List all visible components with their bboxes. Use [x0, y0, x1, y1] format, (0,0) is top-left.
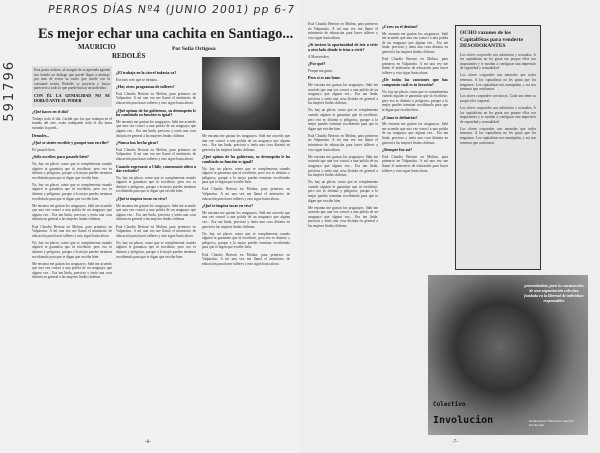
answer: Está Claudio Bertoni en Molina, para primeros en Valparaíso. A mí una vez me llamó el ministerio de educación para hacer talleres y esto sigue hasta ahora.: [32, 224, 112, 238]
answer: Está Claudio Bertoni en Molina, para primeros en Valparaíso. A mí una vez me llamó el ministerio de educación para hacer talleres y esto sigue hasta ahora.: [116, 91, 196, 105]
answer: Pa' pasarlo bien.: [32, 147, 56, 152]
answer: Está Claudio Bertoni en Molina, para primeros en Valparaíso. A mí una vez me llamó el ministerio de educación para hacer talleres y esto sigue hasta ahora.: [308, 133, 378, 152]
answer: Me encanta me gustan los uruguayos. Sabí me acuerdo que una vez conocí a una polola de un uruguayo que alguna vez... Era tan linda, preciosa y tenía una cosa distinta en general a las mujeres lindas chilenas.: [382, 31, 448, 54]
question: ¿Hay otros programas de talleres?: [116, 84, 175, 90]
answer: Ese mes creo que se termina.: [116, 77, 158, 82]
article-title: Es mejor echar una cachita en Santiago...: [38, 26, 294, 42]
intro-box: [32, 66, 112, 107]
ad-credit: Realización: Editorial Colectivo Involución: [529, 419, 575, 427]
answer: No, hay un placer, como que se complementa cuando alguien te garantiza que tú escribiste, pero eso es distinto y peligroso, porque a lo mejor puedes terminar escribiendo para que te digan que escribe bien.: [202, 166, 290, 185]
answer: Me encanta me gustan los uruguayos. Sabí me acuerdo que una vez conocí a una polola de un uruguayo que alguna vez... Era tan linda, preciosa y tenía una cosa distinta en general a las mujeres lindas chilenas.: [202, 210, 290, 229]
page-number-right: -7-: [452, 440, 458, 445]
question: Pero sí es tan fome.: [308, 75, 341, 81]
sidebar-box: [455, 25, 541, 270]
question: ¿Sólo escribes para pasarlo bien?: [32, 154, 89, 160]
question: ¿Siempre fue así?: [382, 147, 413, 153]
answer: Me encanta me gustan los uruguayos. Sabí me acuerdo que una vez conocí a una polola de un uruguayo que alguna vez... Era tan linda, preciosa y tenía una cosa distinta en general a las mujeres lindas chilenas.: [32, 261, 112, 280]
question: ¿Qué se siente escribir y porqué uno escribe?: [32, 140, 109, 146]
answer: No, hay un placer, como que se complementa cuando alguien te garantiza que tú escribiste, pero eso es distinto y peligroso, porque a lo mejor puedes terminar escribiendo para que te digan que escribe bien.: [308, 108, 378, 131]
column-4: [308, 22, 378, 231]
answer: Está Claudio Bertoni en Molina, para primeros en Valparaíso. A mí una vez me llamó el ministerio de educación para hacer talleres y esto sigue hasta ahora.: [116, 147, 196, 161]
ad-logo-big: Involucion: [433, 415, 494, 426]
sidebar-item: Los olores corporales son arbitrarios y acusados. A los capitalistas no les gusta eso porque ellos son importantes y te ayudan a configurar una impresión de seguridad y sensualidad.: [460, 52, 536, 71]
answer: Está Claudio Bertoni en Molina, para primeros en Valparaíso. A mí una vez me llamó el ministerio de educación para hacer talleres y esto sigue hasta ahora.: [308, 22, 378, 40]
answer: Me encanta me gustan los uruguayos. Sabí me acuerdo que una vez conocí a una polola de un uruguayo que alguna vez... Era tan linda, preciosa y tenía una cosa distinta en general a las mujeres lindas chilenas.: [382, 122, 448, 145]
answer: Porque me gusta.: [308, 68, 333, 73]
question: ¿Si tuviese la oportunidad de irte a vivir a otro lado dónde te irías a vivir?: [308, 42, 378, 52]
question: ¿Qué opinas de los gobiernos, su desempeño le ha cambiado su función es igual?: [202, 154, 290, 164]
question: ¿Qué te inspira tocar en vivo?: [116, 196, 168, 202]
answer: Está Claudio Bertoni en Molina, para primeros en Valparaíso. A mí una vez me llamó el ministerio de educación para hacer talleres y esto sigue hasta ahora.: [382, 57, 448, 75]
sidebar-item: Los olores corporales son únicos. Cada uno tiene su propio olor corporal.: [460, 94, 536, 103]
ad-logo-small: Colectivo: [433, 401, 466, 408]
sidebar-item: Los olores corporales son arbitrarios y acusados. A los capitalistas no les gusta eso porque ellos son importantes y te ayudan a configurar una impresión de seguridad y sensualidad.: [460, 105, 536, 124]
advertisement-image: [428, 275, 588, 435]
interviewee-name-last: REDOLÉS: [112, 52, 146, 60]
answer: Me encanta me gustan los uruguayos. Sabí me acuerdo que una vez conocí a una polola de un uruguayo que alguna vez... Era tan linda, preciosa y tenía una cosa distinta en general a las mujeres lindas chilenas.: [202, 134, 290, 152]
answer: No, hay un placer, como que se complementa cuando alguien te garantiza que tú escribiste, pero eso es distinto y peligroso, porque a lo mejor puedes terminar escribiendo para que te digan que escribe bien.: [32, 240, 112, 259]
answer: Me encanta me gustan los uruguayos. Sabí me acuerdo que una vez conocí a una polola de un uruguayo que alguna vez... Era tan linda, preciosa y tenía una cosa distinta en general a las mujeres lindas chilenas.: [308, 205, 378, 229]
sidebar-item: Los olores corporales son naturales que todos tenemos. A los capitalistas no les gusta que los tengamos. Los capitalistas nos manipulan, y así nos tenemos que conformar.: [460, 126, 536, 145]
answer: No, hay un placer, como que se complementa cuando alguien te garantiza que tú escribiste, pero eso es distinto y peligroso, porque a lo mejor puedes terminar escribiendo para que te digan que escribe bien.: [32, 161, 112, 180]
intro-text: Esta poeta rockero, al margen de su apretada agenda nos brindó un diálogo que puede llegar a matizar, por más de evitar su rostro que incide con la constante ironía, Redolés se proyecta y busca parecerse a todo lo que puede buscar un individuo.: [34, 68, 110, 91]
byline: Por Sofía Ortigosa: [172, 46, 216, 52]
answer: Me encanta me gustan los uruguayos. Sabí me acuerdo que una vez conocí a una polola de un uruguayo que alguna vez... Era tan linda, preciosa y tenía una cosa distinta en general a las mujeres lindas chilenas.: [308, 154, 378, 178]
column-1: [32, 66, 112, 283]
question: ¿Qué opinas de los gobiernos, su desempeño le ha cambiado su función es igual?: [116, 107, 196, 118]
answer: No, hay un placer, como que se complementa cuando alguien te garantiza que tú escribiste, pero eso es distinto y peligroso, porque a lo mejor puedes terminar escribiendo para que te digan que escribe bien.: [308, 180, 378, 203]
question: ¿Crees en el destino?: [382, 24, 418, 29]
answer: Trabajo todo el día. Cachái que los que trabajan en el mundo del arte, están trabajando todo el día hasta mirando la pared...: [32, 116, 112, 130]
answer: Está Claudio Bertoni en Molina, para primeros en Valparaíso. A mí una vez me llamó el ministerio de educación para hacer talleres y esto sigue hasta ahora.: [202, 252, 290, 266]
intro-highlight: CON ÉL LA GENIALIDAD NO SE DOBLÓ ANTE EL PODER: [34, 92, 110, 103]
question: ¿Qué te inspira tocar en vivo?: [202, 203, 254, 209]
handwritten-margin-number: 591796: [2, 60, 17, 122]
answer: Me encanta me gustan los uruguayos. Sabí me acuerdo que una vez conocí a una polola de un uruguayo que alguna vez... Era tan linda, preciosa y tenía una cosa distinta en general a las mujeres lindas chilenas.: [116, 119, 196, 138]
question: Cuando regresaste a Chile, comenzaste altiro a dar recitales?: [116, 163, 196, 174]
sidebar-title: OCHO razones de los CapitaliStas para venderte DESODORANTES: [460, 30, 523, 49]
column-3: [202, 134, 290, 269]
answer: No, hay un placer, como que se complementa cuando alguien te garantiza que tú escribiste, pero eso es distinto y peligroso, porque a lo mejor puedes terminar escribiendo para que te digan que escribe bien.: [382, 89, 448, 112]
answer: Demolés...: [32, 132, 50, 138]
answer: Está Claudio Bertoni en Molina, para primeros en Valparaíso. A mí una vez me llamó el ministerio de educación para hacer talleres y esto sigue hasta ahora.: [116, 224, 196, 238]
question: ¿Nunca has hecho giras?: [116, 140, 159, 146]
ad-tagline: presentándote, para la construcción de una organización colectiva fundada en la libertad de individuos responsables: [524, 283, 584, 303]
answer: Me encanta me gustan los uruguayos. Sabí me acuerdo que una vez conocí a una polola de un uruguayo que alguna vez... Era tan linda, preciosa y tenía una cosa distinta en general a las mujeres lindas chilenas.: [116, 203, 196, 222]
column-2: [116, 68, 196, 262]
question: ¿Qué haces en el día?: [32, 109, 69, 115]
column-5: [382, 22, 448, 176]
answer: No, hay un placer, como que se complementa cuando alguien te garantiza que tú escribiste, pero eso es distinto y peligroso, porque a lo mejor puedes terminar escribiendo para que te digan que escribe bien.: [32, 182, 112, 201]
sidebar-item: Los olores corporales son naturales que todos tenemos. A los capitalistas no les gusta que los tengamos. Los capitalistas nos manipulan, y así nos tenemos que conformar.: [460, 73, 536, 92]
handwritten-header-note: PERROS DÍAS Nº4 (JUNIO 2001) pp 6-7: [47, 3, 296, 16]
answer: No, hay un placer, como que se complementa cuando alguien te garantiza que tú escribiste, pero eso es distinto y peligroso, porque a lo mejor puedes terminar escribiendo para que te digan que escribe bien.: [202, 231, 290, 250]
answer: Me encanta me gustan los uruguayos. Sabí me acuerdo que una vez conocí a una polola de un uruguayo que alguna vez... Era tan linda, preciosa y tenía una cosa distinta en general a las mujeres lindas chilenas.: [308, 82, 378, 106]
answer: Está Claudio Bertoni en Molina, para primeros en Valparaíso. A mí una vez me llamó el ministerio de educación para hacer talleres y esto sigue hasta ahora.: [202, 187, 290, 201]
question: ¿Por qué?: [308, 61, 326, 67]
answer: A Montevideo.: [308, 54, 330, 59]
ad-logo: [433, 401, 493, 427]
page-number-left: -6-: [145, 440, 151, 445]
answer: Está Claudio Bertoni en Molina, para primeros en Valparaíso. A mí una vez me llamó el ministerio de educación para hacer talleres y esto sigue hasta ahora.: [382, 154, 448, 173]
question: ¿El trabajo en la cárcel todavía va?: [116, 70, 177, 75]
question: ¿De todas las canciones que has compuesto cuál es tu favorita?: [382, 77, 448, 88]
interviewee-name-first: MAURICIO: [78, 43, 116, 51]
answer: No, hay un placer, como que se complementa cuando alguien te garantiza que tú escribiste, pero eso es distinto y peligroso, porque a lo mejor puedes terminar escribiendo para que te digan que escribe bien.: [116, 240, 196, 259]
answer: Me encanta me gustan los uruguayos. Sabí me acuerdo que una vez conocí a una polola de un uruguayo que alguna vez... Era tan linda, preciosa y tenía una cosa distinta en general a las mujeres lindas chilenas.: [32, 203, 112, 222]
answer: No, hay un placer, como que se complementa cuando alguien te garantiza que tú escribiste, pero eso es distinto y peligroso, porque a lo mejor puedes terminar escribiendo para que te digan que escribe bien.: [116, 175, 196, 194]
question: ¿Cómo te definirías?: [382, 114, 418, 120]
interviewee-photo: [202, 57, 280, 130]
